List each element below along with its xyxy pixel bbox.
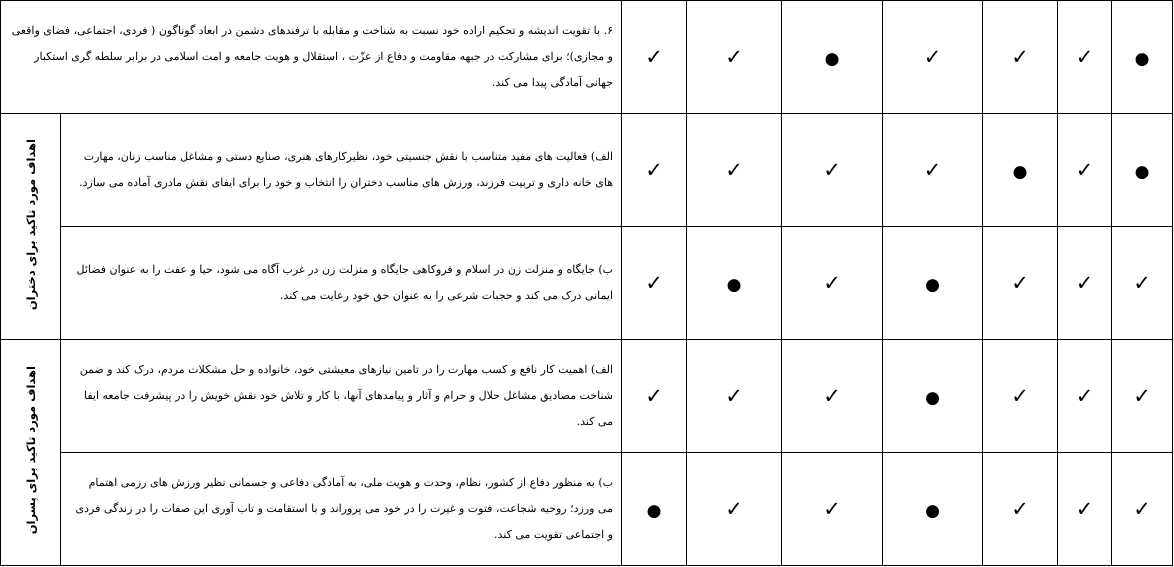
objective-text: ب) جایگاه و منزلت زن در اسلام و فروکاهی جایگاه و منزلت زن در غرب آگاه می شود، حیا و عفت را به عنوان فضائل ایمانی درک می کند و حجبات شرعی را به عنوان حق خود رعایت می کند.	[61, 227, 622, 340]
dot-icon: ●	[646, 501, 662, 521]
table-row	[1, 340, 1173, 453]
table-row	[1, 227, 1173, 340]
dot-icon: ●	[925, 388, 940, 408]
objective-text: ۶. با تقویت اندیشه و تحکیم اراده خود نسبت به شناخت و مقابله با ترفندهای دشمن در ابعاد گوناگون ( فردی، اجتماعی، فضای واقعی و مجازی)؛ برای مشارکت در جبهه مقاومت و دفاع از عزّت ، استقلال و هویت جامعه و امت اسلامی در برابر سلطه گری استکبار جهانی آمادگی پیدا می کند.	[1, 1, 622, 114]
mark-cell	[1058, 453, 1112, 566]
check-icon: ✓	[1133, 384, 1151, 408]
mark-cell	[883, 227, 983, 340]
mark-cell	[1058, 340, 1112, 453]
mark-cell	[782, 453, 883, 566]
check-icon: ✓	[923, 158, 942, 182]
check-icon: ✓	[1133, 271, 1151, 295]
table-row	[1, 114, 1173, 227]
group-label-text: اهداف مورد تاکید برای دختران	[23, 138, 38, 311]
check-icon: ✓	[823, 497, 841, 521]
group-label-boys	[1, 340, 61, 566]
check-icon: ✓	[1075, 45, 1094, 69]
mark-cell	[983, 453, 1058, 566]
check-icon: ✓	[1011, 271, 1029, 295]
check-icon: ✓	[1011, 497, 1029, 521]
group-label-girls	[1, 114, 61, 340]
check-icon: ✓	[1075, 158, 1094, 182]
group-label-text: اهداف مورد تاکید برای پسران	[23, 366, 38, 535]
mark-cell	[983, 1, 1058, 114]
dot-icon: ●	[824, 49, 840, 69]
mark-cell	[687, 453, 782, 566]
mark-cell	[782, 1, 883, 114]
mark-cell	[883, 453, 983, 566]
mark-cell	[1112, 1, 1173, 114]
check-icon: ✓	[725, 158, 743, 182]
mark-cell	[983, 114, 1058, 227]
mark-cell	[883, 1, 983, 114]
check-icon: ✓	[1133, 497, 1151, 521]
mark-cell	[622, 453, 687, 566]
mark-cell	[1112, 453, 1173, 566]
check-icon: ✓	[725, 45, 743, 69]
check-icon: ✓	[1011, 45, 1029, 69]
mark-cell	[883, 114, 983, 227]
mark-cell	[1058, 1, 1112, 114]
table-row	[1, 453, 1173, 566]
mark-cell	[687, 114, 782, 227]
check-icon: ✓	[725, 497, 743, 521]
dot-icon: ●	[1012, 162, 1028, 182]
check-icon: ✓	[725, 384, 743, 408]
mark-cell	[983, 227, 1058, 340]
mark-cell	[782, 227, 883, 340]
table-row	[1, 1, 1173, 114]
mark-cell	[1112, 340, 1173, 453]
mark-cell	[883, 340, 983, 453]
objective-text: الف) اهمیت کار نافع و کسب مهارت را در تامین نیازهای معیشتی خود، خانواده و حل مشکلات مردم، درک کند و ضمن شناخت مصادیق مشاغل حلال و حرام و آثار و پیامدهای آنها، با کار و تلاش خود نقش خویش را در پیشرفت جامعه ایفا می کند.	[61, 340, 622, 453]
check-icon: ✓	[1011, 384, 1029, 408]
check-icon: ✓	[923, 45, 942, 69]
check-icon: ✓	[823, 271, 841, 295]
mark-cell	[782, 340, 883, 453]
mark-cell	[782, 114, 883, 227]
dot-icon: ●	[925, 275, 940, 295]
dot-icon: ●	[925, 501, 940, 521]
objective-text: الف) فعالیت های مفید متناسب با نقش جنسیتی خود، نظیرکارهای هنری، صنایع دستی و مشاغل مناسب زنان، مهارت های خانه داری و تربیت فرزند، ورزش های مناسب دختران را انتخاب و خود را برای ایفای نقش مادری آماده می سازد.	[61, 114, 622, 227]
check-icon: ✓	[645, 384, 663, 408]
dot-icon: ●	[726, 275, 742, 295]
check-icon: ✓	[645, 45, 663, 69]
mark-cell	[983, 340, 1058, 453]
check-icon: ✓	[1075, 497, 1094, 521]
check-icon: ✓	[645, 271, 663, 295]
mark-cell	[1058, 114, 1112, 227]
mark-cell	[1112, 227, 1173, 340]
dot-icon: ●	[1134, 162, 1150, 182]
mark-cell	[687, 1, 782, 114]
mark-cell	[622, 340, 687, 453]
mark-cell	[1112, 114, 1173, 227]
mark-cell	[687, 227, 782, 340]
objective-text: ب) به منظور دفاع از کشور، نظام، وحدت و هویت ملی، به آمادگی دفاعی و جسمانی نظیر ورزش های رزمی اهتمام می ورزد؛ روحیه شجاعت، فتوت و غیرت را در خود می پروراند و با استقامت و تاب آوری این صفات را در زندگی فردی و اجتماعی تقویت می کند.	[61, 453, 622, 566]
dot-icon: ●	[1134, 49, 1150, 69]
mark-cell	[687, 340, 782, 453]
mark-cell	[622, 114, 687, 227]
check-icon: ✓	[1075, 271, 1094, 295]
check-icon: ✓	[645, 158, 663, 182]
mark-cell	[622, 1, 687, 114]
mark-cell	[1058, 227, 1112, 340]
check-icon: ✓	[823, 384, 841, 408]
check-icon: ✓	[823, 158, 841, 182]
mark-cell	[622, 227, 687, 340]
check-icon: ✓	[1075, 384, 1094, 408]
